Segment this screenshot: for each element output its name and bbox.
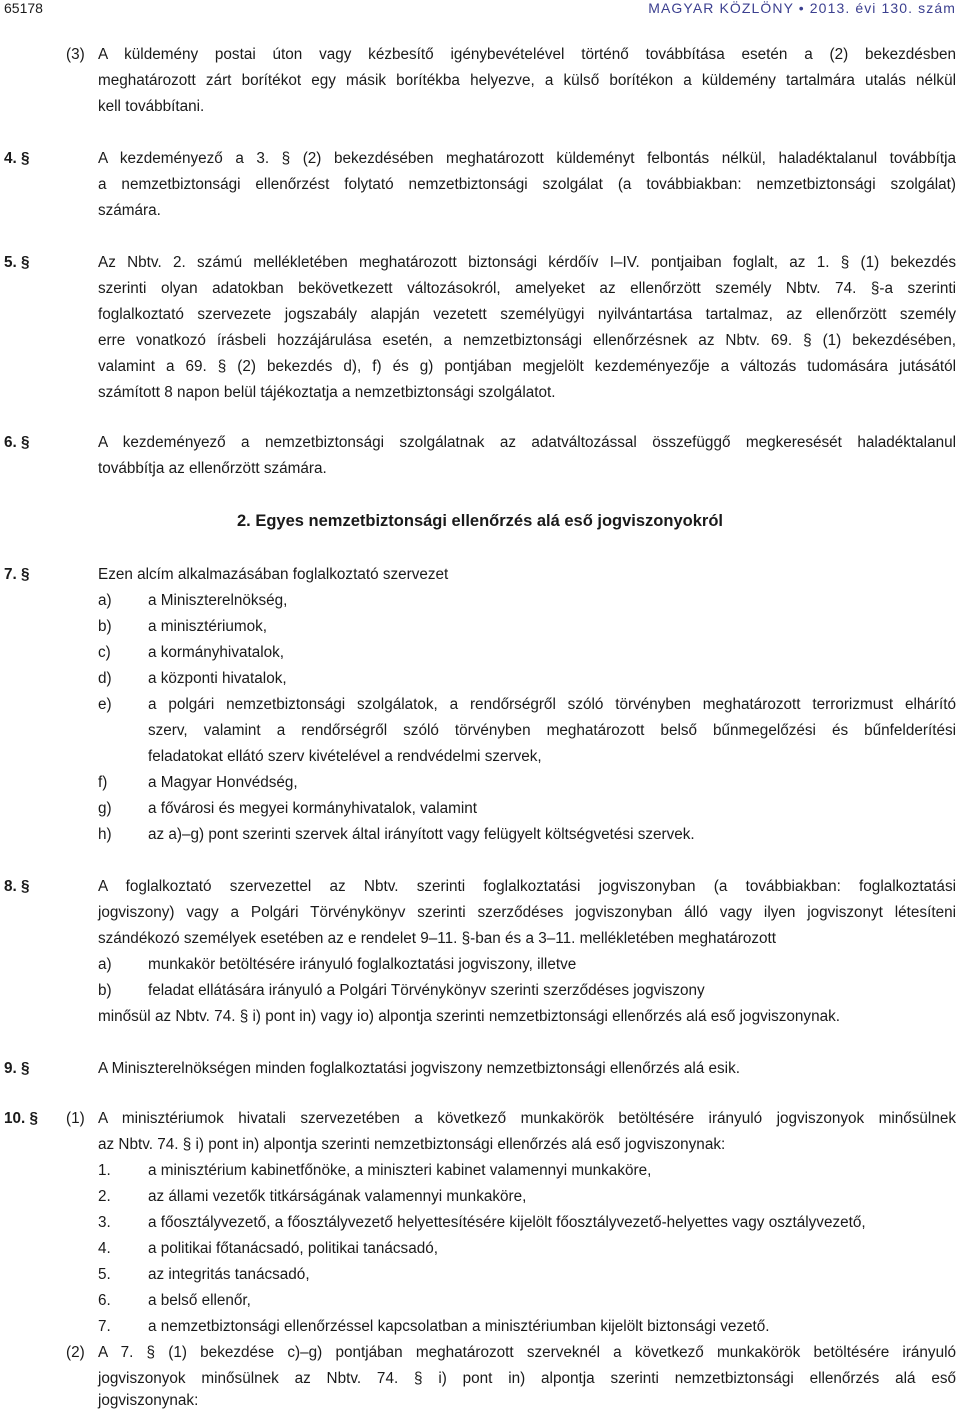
list-item: a nemzetbiztonsági ellenőrzéssel kapcsolatban a minisztériumban kijelölt biztonsági vezető. bbox=[148, 1318, 770, 1335]
section-line: számára. bbox=[98, 202, 161, 219]
list-item: a Magyar Honvédség, bbox=[148, 774, 298, 791]
section-line: A kezdeményező a 3. § (2) bekezdésében meghatározott küldeményt felbontás nélkül, haladéktalanul továbbítja bbox=[98, 150, 956, 167]
list-label: f) bbox=[98, 774, 108, 791]
list-label: b) bbox=[98, 982, 112, 999]
section-line: szerinti olyan adatokban bekövetkezett változásokról, amelyeket az ellenőrzött személy Nbtv. 74. §-a szerinti bbox=[98, 280, 956, 297]
list-label: e) bbox=[98, 696, 112, 713]
section-number: 9. § bbox=[4, 1060, 30, 1077]
list-label: 5. bbox=[98, 1266, 111, 1283]
section-line: erre vonatkozó írásbeli hozzájárulása esetén, a nemzetbiztonsági ellenőrzésnek az Nbtv. 69. § (1) bekezdésében, bbox=[98, 332, 956, 349]
list-label: 3. bbox=[98, 1214, 111, 1231]
list-label: 1. bbox=[98, 1162, 111, 1179]
list-item: a minisztériumok, bbox=[148, 618, 268, 635]
paragraph-line: meghatározott zárt borítékot egy másik borítékba helyezve, a külső borítékon a küldemény tartalmára utalás nélkül bbox=[98, 72, 956, 89]
section-intro: Ezen alcím alkalmazásában foglalkoztató szervezet bbox=[98, 566, 449, 583]
list-item: a kormányhivatalok, bbox=[148, 644, 285, 661]
list-item: a központi hivatalok, bbox=[148, 670, 287, 687]
section-line: foglalkoztató szervezete jogszabály alapján vezetett személyügyi nyilvántartása tartalmaz, az ellenőrzött személy bbox=[98, 306, 956, 323]
paragraph-line: jogviszonyok minősülnek az Nbtv. 74. § i) pont in) alpontja szerinti nemzetbiztonsági ellenőrzés alá eső bbox=[98, 1370, 956, 1387]
list-item: feladat ellátására irányuló a Polgári Törvénykönyv szerinti szerződéses jogviszony bbox=[148, 982, 705, 999]
section-line: a nemzetbiztonsági ellenőrzést folytató nemzetbiztonsági szolgálat (a továbbiakban: nemzetbiztonsági szolgálat) bbox=[98, 176, 956, 193]
list-label: 6. bbox=[98, 1292, 111, 1309]
section-closing: minősül az Nbtv. 74. § i) pont in) vagy io) alpontja szerinti nemzetbiztonsági ellenőrzés alá eső jogviszonynak. bbox=[98, 1008, 840, 1025]
paragraph-line: jogviszonynak: bbox=[98, 1392, 199, 1409]
paragraph-number: (1) bbox=[66, 1110, 85, 1127]
list-item: a belső ellenőr, bbox=[148, 1292, 251, 1309]
paragraph-line: az Nbtv. 74. § i) pont in) alpontja szerinti nemzetbiztonsági ellenőrzés alá eső jogviszonynak: bbox=[98, 1136, 726, 1153]
section-line: számított 8 napon belül tájékoztatja a nemzetbiztonsági szolgálatot. bbox=[98, 384, 556, 401]
list-item: a főosztályvezető, a főosztályvezető helyettesítésére kijelölt főosztályvezető-helyettes vagy osztályvezető, bbox=[148, 1214, 866, 1231]
list-label: b) bbox=[98, 618, 112, 635]
list-item: az állami vezetők titkárságának valamennyi munkaköre, bbox=[148, 1188, 527, 1205]
list-item-continuation: feladatokat ellátó szerv kivételével a rendvédelmi szervek, bbox=[148, 748, 542, 765]
subtitle-heading: 2. Egyes nemzetbiztonsági ellenőrzés alá eső jogviszonyokról bbox=[237, 512, 723, 530]
list-item: munkakör betöltésére irányuló foglalkoztatási jogviszony, illetve bbox=[148, 956, 577, 973]
section-line: jogviszony) vagy a Polgári Törvénykönyv szerinti szerződéses jogviszonyban álló vagy ilyen jogviszonyt létesíteni bbox=[98, 904, 956, 921]
section-number: 4. § bbox=[4, 150, 30, 167]
section-line: szándékozó személyek esetében az e rendelet 9–11. §-ban és a 3–11. mellékletében meghatározott bbox=[98, 930, 777, 947]
paragraph-line: A minisztériumok hivatali szervezetében a következő munkakörök betöltésére irányuló jogviszonyok minősülnek bbox=[98, 1110, 956, 1127]
section-line: valamint a 69. § (2) bekezdés d), f) és g) pontjában megjelölt kezdeményezője a változás tudomására jutásától bbox=[98, 358, 956, 375]
list-item: a fővárosi és megyei kormányhivatalok, valamint bbox=[148, 800, 478, 817]
list-label: c) bbox=[98, 644, 111, 661]
paragraph-line: A küldemény postai úton vagy kézbesítő igénybevételével történő továbbítása esetén a (2) bekezdésben bbox=[98, 46, 956, 63]
list-item: a polgári nemzetbiztonsági szolgálatok, a rendőrségről szóló törvényben meghatározott terrorizmust elhárító bbox=[148, 696, 956, 713]
list-item: a Miniszterelnökség, bbox=[148, 592, 288, 609]
section-line: továbbítja az ellenőrzött számára. bbox=[98, 460, 327, 477]
paragraph-number: (3) bbox=[66, 46, 85, 63]
paragraph-line: A 7. § (1) bekezdése c)–g) pontjában meghatározott szerveknél a következő munkakörök betöltésére irányuló bbox=[98, 1344, 956, 1361]
section-number: 10. § bbox=[4, 1110, 39, 1127]
section-line: A Miniszterelnökségen minden foglalkoztatási jogviszony nemzetbiztonsági ellenőrzés alá esik. bbox=[98, 1060, 740, 1077]
list-item-continuation: szerv, valamint a rendőrségről szóló törvényben meghatározott belső bűnmegelőzési és bűnfelderítési bbox=[148, 722, 956, 739]
list-item: az integritás tanácsadó, bbox=[148, 1266, 310, 1283]
list-label: 2. bbox=[98, 1188, 111, 1205]
list-label: a) bbox=[98, 592, 112, 609]
section-line: Az Nbtv. 2. számú mellékletében meghatározott biztonsági kérdőív I–IV. pontjaiban foglalt, az 1. § (1) bekezdés bbox=[98, 254, 956, 271]
paragraph-number: (2) bbox=[66, 1344, 85, 1361]
section-line: A kezdeményező a nemzetbiztonsági szolgálatnak az adatváltozással összefüggő megkeresését haladéktalanul bbox=[98, 434, 956, 451]
list-label: 7. bbox=[98, 1318, 111, 1335]
list-item: a politikai főtanácsadó, politikai tanácsadó, bbox=[148, 1240, 438, 1257]
list-label: g) bbox=[98, 800, 112, 817]
list-label: d) bbox=[98, 670, 112, 687]
journal-title: MAGYAR KÖZLÖNY • 2013. évi 130. szám bbox=[648, 0, 956, 16]
list-label: 4. bbox=[98, 1240, 111, 1257]
paragraph-line: kell továbbítani. bbox=[98, 98, 205, 115]
list-label: h) bbox=[98, 826, 112, 843]
section-number: 6. § bbox=[4, 434, 30, 451]
list-item: a minisztérium kabinetfőnöke, a miniszteri kabinet valamennyi munkaköre, bbox=[148, 1162, 652, 1179]
section-number: 8. § bbox=[4, 878, 30, 895]
page-header bbox=[4, 0, 956, 20]
list-label: a) bbox=[98, 956, 112, 973]
section-line: A foglalkoztató szervezettel az Nbtv. szerinti foglalkoztatási jogviszonyban (a továbbiakban: foglalkoztatási bbox=[98, 878, 956, 895]
section-number: 5. § bbox=[4, 254, 30, 271]
section-number: 7. § bbox=[4, 566, 30, 583]
page-number: 65178 bbox=[4, 0, 43, 16]
list-item: az a)–g) pont szerinti szervek által irányított vagy felügyelt költségvetési szervek. bbox=[148, 826, 695, 843]
